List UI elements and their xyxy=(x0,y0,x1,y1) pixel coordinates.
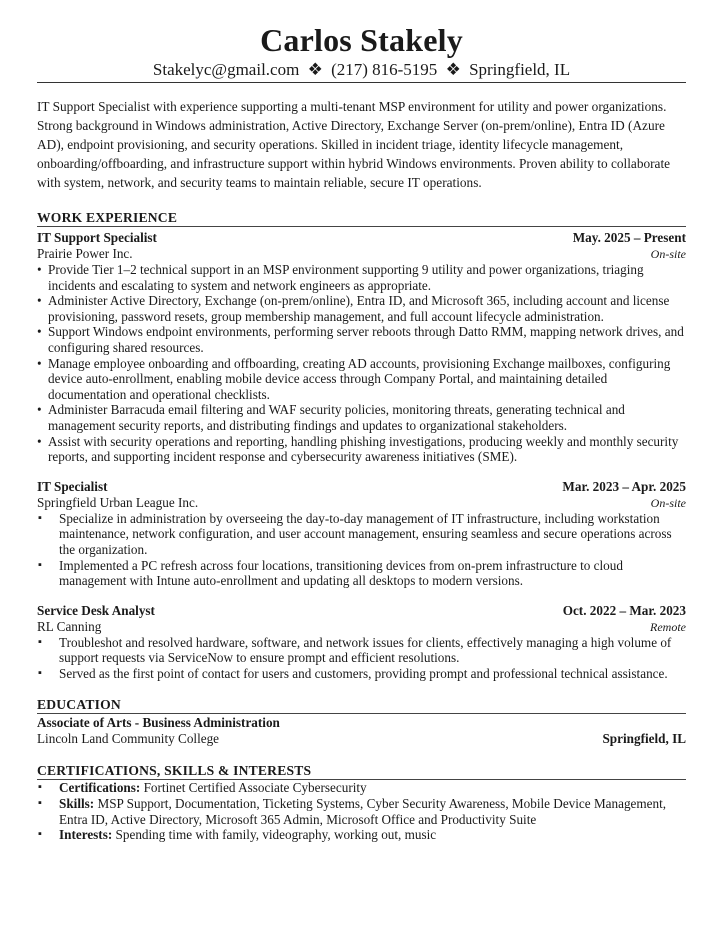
job-header xyxy=(37,478,686,495)
bullet-item: • Manage employee onboarding and offboarding, creating AD accounts, provisioning Exchange mailboxes, configuring device auto-enrollment, enabling mobile device access through Company Portal, and maintaining detailed documentation and operational checklists. xyxy=(37,356,686,403)
section-divider xyxy=(37,713,686,714)
job-dates: Oct. 2022 – Mar. 2023 xyxy=(562,602,686,618)
job-company-row xyxy=(37,495,686,511)
job-bullets xyxy=(37,511,686,589)
job-bullets xyxy=(37,262,686,465)
job-dates: Mar. 2023 – Apr. 2025 xyxy=(562,478,686,494)
contact-line xyxy=(37,60,686,80)
work-mode: On-site xyxy=(650,495,686,510)
job-entry xyxy=(37,229,686,465)
bullet-item: ▪ Troubleshot and resolved hardware, software, and network issues for clients, effectively managing a high volume of support requests via ServiceNow to ensure prompt and efficient resolutions. xyxy=(37,635,686,666)
work-mode: On-site xyxy=(650,247,686,261)
school-name: Lincoln Land Community College xyxy=(37,731,220,747)
job-bullets xyxy=(37,635,686,682)
job-company-row xyxy=(37,619,686,635)
email[interactable]: Stakelyc@gmail.com xyxy=(152,60,300,79)
bullet-item: • Assist with security operations and reporting, handling phishing investigations, producing weekly and monthly security reports, and supporting incident response and cybersecurity awareness initiatives (SME). xyxy=(37,434,686,465)
job-entry xyxy=(37,478,686,589)
summary: IT Support Specialist with experience supporting a multi-tenant MSP environment for utility and power organizations. Strong background in Windows administration, Active Directory, Exchange Server (on-prem/online), Entra ID (Azure AD), endpoint provisioning, and security operations. Skilled in incident triage, identity lifecycle management, onboarding/offboarding, and infrastructure support within hybrid Windows environments. Proven ability to collaborate with system, network, and security teams to maintain reliable, secure IT operations. xyxy=(37,99,671,190)
bullet-item: ▪ Implemented a PC refresh across four locations, transitioning devices from on-prem infrastructure to cloud management with Intune auto-enrollment and updating all desktops to modern versions. xyxy=(37,558,686,589)
job-company-row xyxy=(37,246,686,262)
cert-label: Certifications: xyxy=(59,780,141,796)
job-header xyxy=(37,229,686,246)
job-header xyxy=(37,602,686,619)
skills-label: Skills: xyxy=(59,796,95,812)
school-row xyxy=(37,731,686,747)
header-divider xyxy=(37,82,686,83)
bullet-item: ▪ Specialize in administration by overseeing the day-to-day management of IT infrastructure, including workstation maintenance, network configuration, and user account management, ensuring seamless and secure operations across the organization. xyxy=(37,511,686,558)
separator-icon: ❖ xyxy=(445,60,461,79)
skills-item xyxy=(37,796,686,827)
degree: Associate of Arts - Business Administration xyxy=(37,715,280,731)
cert-item xyxy=(37,780,686,796)
certs-list xyxy=(37,780,686,842)
job-title: IT Specialist xyxy=(37,478,108,494)
bullet-item: • Administer Barracuda email filtering and WAF security policies, monitoring threats, generating technical and management security reports, and distributing findings and updates to organizational stakeholders. xyxy=(37,402,686,433)
phone: (217) 816-5195 xyxy=(331,60,438,79)
job-entry xyxy=(37,602,686,682)
school-location: Springfield, IL xyxy=(602,731,686,747)
skills-text: MSP Support, Documentation, Ticketing Systems, Cyber Security Awareness, Mobile Device Management, Entra ID, Active Directory, Microsoft 365 Admin, Microsoft Office and Productivity Suite xyxy=(59,796,667,827)
company-name: RL Canning xyxy=(37,618,102,634)
candidate-name: Carlos Stakely xyxy=(260,22,463,58)
bullet-item: • Provide Tier 1–2 technical support in an MSP environment supporting 9 utility and power organizations, triaging incidents and escalating to system and network engineers as appropriate. xyxy=(37,262,686,293)
interests-text: Spending time with family, videography, working out, music xyxy=(115,827,437,843)
job-title: IT Support Specialist xyxy=(37,230,157,245)
bullet-item: ▪ Served as the first point of contact for users and customers, providing prompt and professional technical assistance. xyxy=(37,666,686,682)
bullet-item: • Administer Active Directory, Exchange (on-prem/online), Entra ID, and Microsoft 365, including account and license provisioning, password resets, group membership management, and full account lifecycle administration. xyxy=(37,293,686,324)
section-title-education: EDUCATION xyxy=(37,697,121,713)
separator-icon: ❖ xyxy=(307,60,323,79)
work-mode: Remote xyxy=(650,619,686,634)
location: Springfield, IL xyxy=(469,60,571,79)
job-title: Service Desk Analyst xyxy=(37,602,155,618)
bullet-item: • Support Windows endpoint environments, performing server reboots through Datto RMM, mapping network drives, and configuring shared resources. xyxy=(37,324,686,355)
section-title-certifications: CERTIFICATIONS, SKILLS & INTERESTS xyxy=(37,763,312,779)
interests-label: Interests: xyxy=(59,827,113,843)
interests-item xyxy=(37,827,686,843)
company-name: Prairie Power Inc. xyxy=(37,246,133,261)
cert-text: Fortinet Certified Associate Cybersecurity xyxy=(143,780,367,796)
company-name: Springfield Urban League Inc. xyxy=(37,494,199,510)
section-divider xyxy=(37,226,686,227)
section-title-experience: WORK EXPERIENCE xyxy=(37,210,178,225)
job-dates: May. 2025 – Present xyxy=(572,230,686,245)
